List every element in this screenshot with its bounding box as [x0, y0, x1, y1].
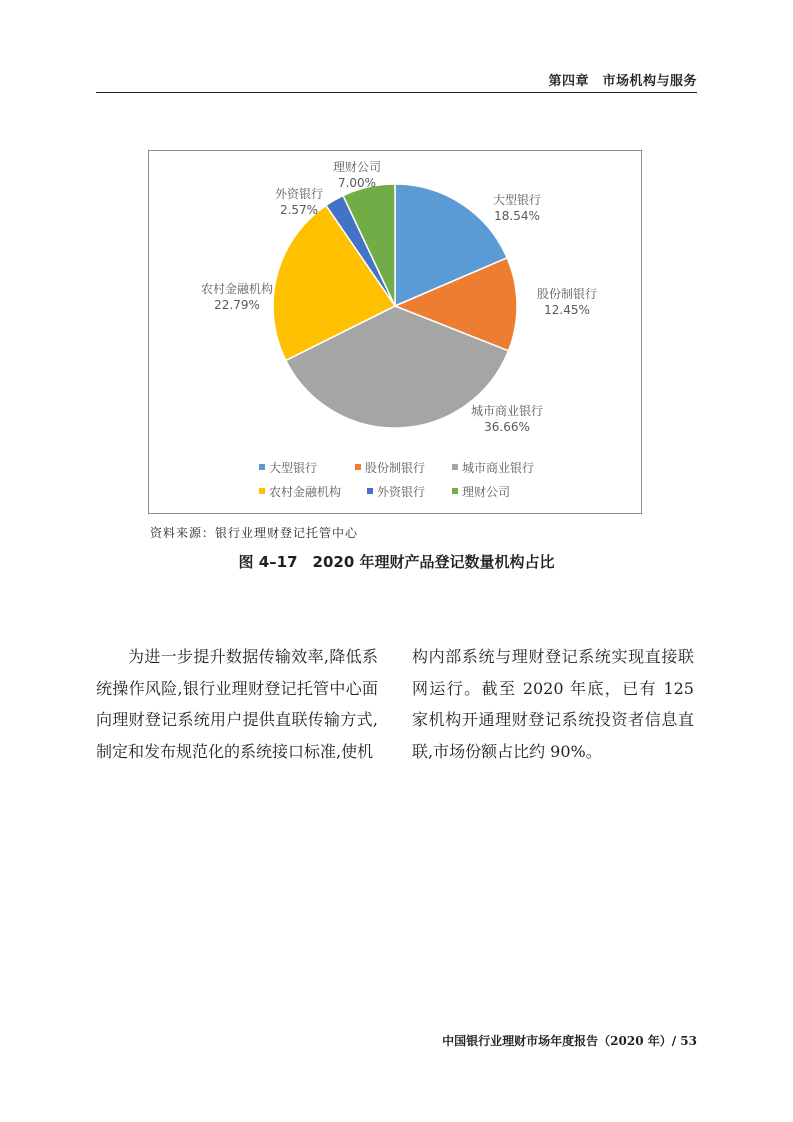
pie-chart-frame — [148, 150, 642, 514]
chapter-header: 第四章 市场机构与服务 — [548, 74, 697, 89]
legend-label: 外资银行 — [377, 485, 426, 499]
slice-value-label: 36.66% — [484, 420, 530, 434]
legend-label: 农村金融机构 — [269, 485, 342, 499]
page-footer: 中国银行业理财市场年度报告（2020 年）/ 53 — [442, 1034, 697, 1048]
body-text-left-column: 为进一步提升数据传输效率,降低系统操作风险,银行业理财登记托管中心面向理财登记系统用户提供直联传输方式,制定和发布规范化的系统接口标准,使机 — [96, 647, 378, 761]
legend-label: 股份制银行 — [365, 461, 426, 475]
legend-swatch — [452, 464, 458, 470]
legend-label: 大型银行 — [269, 461, 318, 475]
header-rule — [96, 92, 697, 93]
figure-caption: 图 4–17 2020 年理财产品登记数量机构占比 — [238, 553, 555, 571]
slice-category-label: 理财公司 — [332, 160, 382, 174]
legend-swatch — [355, 464, 361, 470]
legend-swatch — [259, 488, 265, 494]
body-text-right-column: 构内部系统与理财登记系统实现直接联网运行。截至 2020 年底，已有 125 家机构开通理财登记系统投资者信息直联,市场份额占比约 90%。 — [412, 647, 694, 761]
slice-category-label: 外资银行 — [274, 187, 324, 201]
slice-category-label: 大型银行 — [492, 193, 542, 207]
slice-value-label: 18.54% — [494, 209, 540, 223]
legend-swatch — [367, 488, 373, 494]
slice-value-label: 7.00% — [337, 176, 377, 190]
slice-category-label: 城市商业银行 — [470, 404, 544, 418]
pie-chart — [149, 151, 643, 515]
slice-category-label: 股份制银行 — [536, 287, 598, 301]
legend-swatch — [452, 488, 458, 494]
source-note: 资料来源：银行业理财登记托管中心 — [150, 526, 359, 540]
slice-value-label: 12.45% — [544, 303, 590, 317]
legend-swatch — [259, 464, 265, 470]
slice-value-label: 2.57% — [279, 203, 319, 217]
slice-category-label: 农村金融机构 — [200, 282, 274, 296]
legend-label: 城市商业银行 — [462, 461, 535, 475]
slice-value-label: 22.79% — [214, 298, 260, 312]
legend-label: 理财公司 — [462, 485, 511, 499]
